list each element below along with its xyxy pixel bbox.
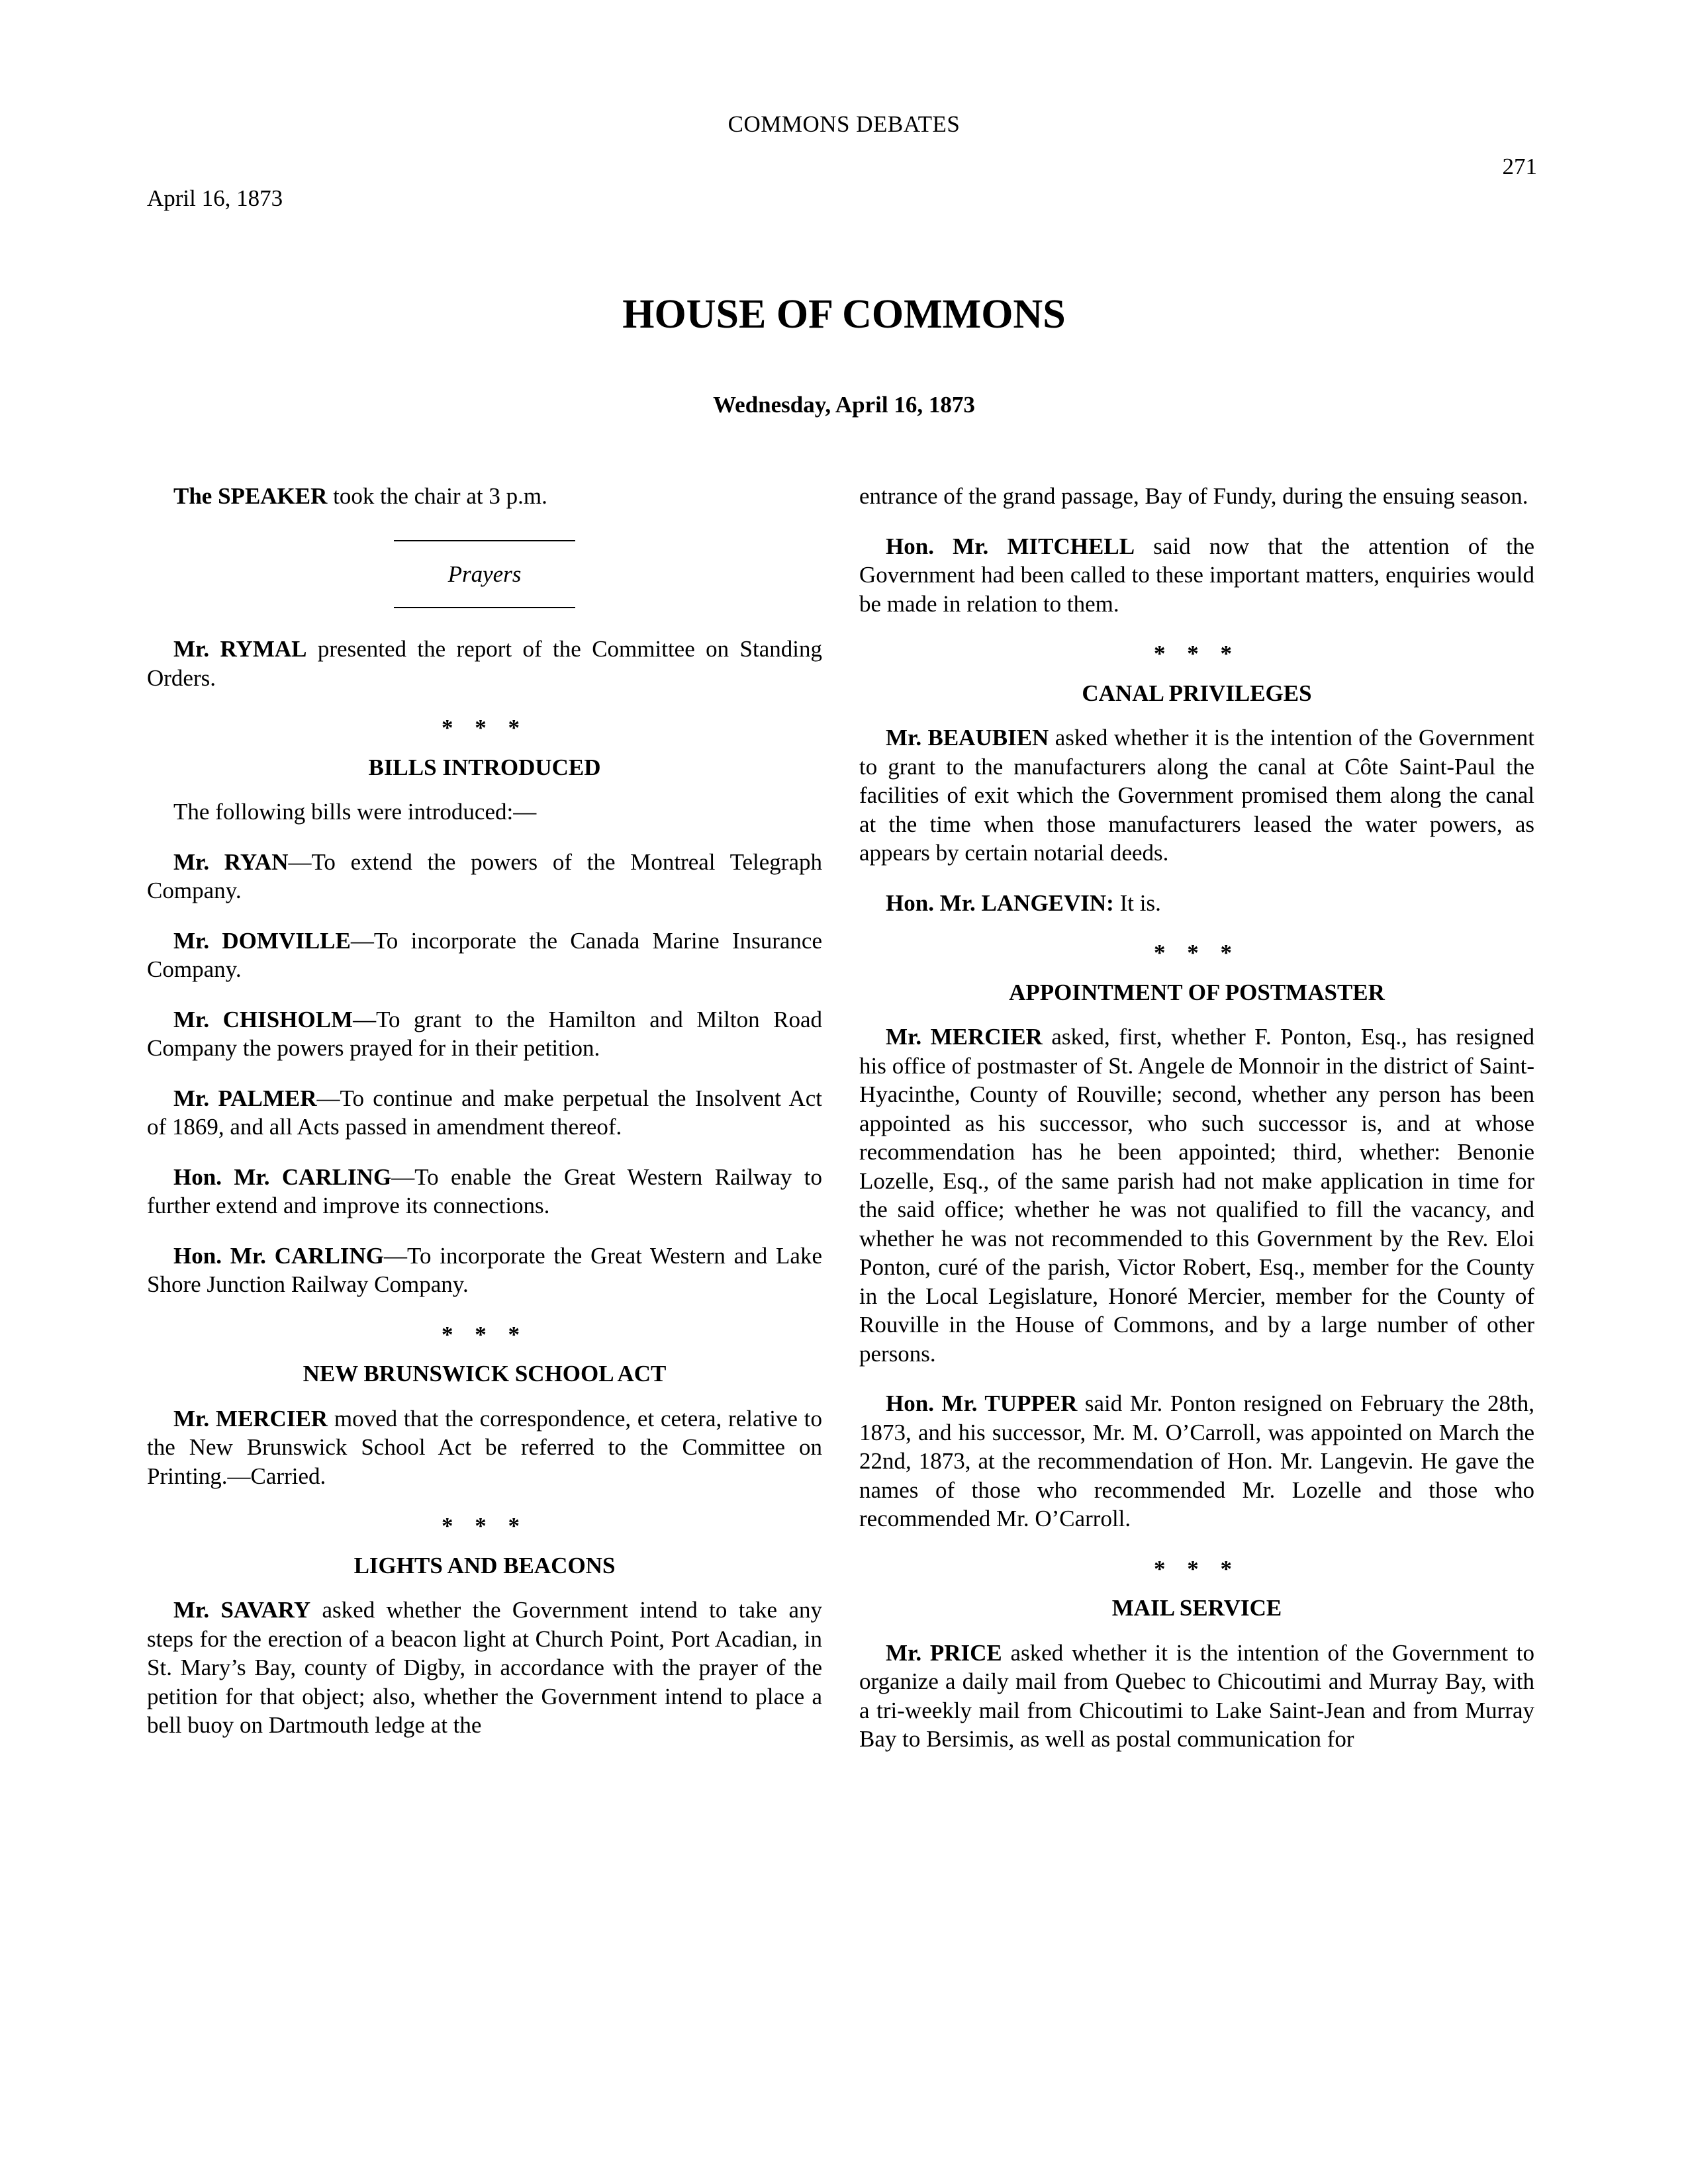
speaker-name: The SPEAKER bbox=[173, 483, 328, 509]
section-heading-canal: CANAL PRIVILEGES bbox=[1082, 680, 1312, 706]
speaker-name: Mr. SAVARY bbox=[173, 1597, 311, 1623]
speaker-name: Mr. PRICE bbox=[886, 1639, 1002, 1666]
section-separator: * * * bbox=[1154, 940, 1240, 966]
bill-text: —To incorporate the Great Western and Lake Shore Junction Railway Company. bbox=[147, 1242, 823, 1297]
speaker-text: took the chair at 3 p.m. bbox=[327, 483, 547, 509]
savary-paragraph bbox=[147, 1596, 822, 1740]
speaker-name: Hon. Mr. CARLING bbox=[173, 1242, 385, 1269]
rymal-paragraph bbox=[147, 635, 822, 692]
speaker-paragraph bbox=[147, 482, 822, 511]
speaker-name: Mr. MERCIER bbox=[173, 1405, 328, 1432]
speaker-name: Hon. Mr. MITCHELL bbox=[886, 533, 1135, 559]
bill-text: —To enable the Great Western Railway to further extend and improve its connections. bbox=[147, 1163, 822, 1218]
section-separator: * * * bbox=[442, 715, 528, 741]
paragraph-text: asked whether the Government intend to take any steps for the erection of a beacon light at Church Point, Port Acadian, in St. Mary’s Bay, county of Digby, in accordance with the prayer of the petition for that object; also, whether the Government intend to place a bell buoy on Dartmouth ledge at the bbox=[147, 1597, 822, 1738]
speaker-name: Mr. BEAUBIEN bbox=[886, 725, 1049, 751]
paragraph-text: presented the report of the Committee on Standing Orders. bbox=[147, 636, 822, 691]
paragraph-text: asked, first, whether F. Ponton, Esq., has resigned his office of postmaster of St. Angele de Monnoir in the district of Saint-Hyacinthe, County of Rouville; second, whether any person has been appointed as his successor, who such successor is, and at whose recommendation has he been appointed; third, whether: Benonie Lozelle, Esq., of the same parish had not make application in time for the said office; whether he was not qualified to fill the vacancy, and whether he was not recommended to this Government by the Rev. Eloi Ponton, curé of the parish, Victor Robert, Esq., member for the County in the Local Legislature, Honoré Mercier, member for the County of Rouville in the House of Commons, and by a large number of other persons. bbox=[859, 1024, 1535, 1367]
paragraph-text: moved that the correspondence, et cetera, relative to the New Brunswick School Act be referred to the Committee on Printing.—Carried. bbox=[147, 1405, 822, 1489]
right-column bbox=[859, 482, 1534, 1775]
bill-item bbox=[147, 1084, 822, 1142]
section-heading-lights: LIGHTS AND BEACONS bbox=[353, 1552, 616, 1578]
divider-rule bbox=[394, 540, 575, 541]
divider-rule bbox=[394, 607, 575, 608]
mitchell-paragraph bbox=[859, 532, 1534, 619]
section-separator: * * * bbox=[1154, 641, 1240, 666]
bill-text: —To continue and make perpetual the Insolvent Act of 1869, and all Acts passed in amendment thereof. bbox=[147, 1085, 822, 1140]
section-separator: * * * bbox=[1154, 1555, 1240, 1582]
paragraph-text: said Mr. Ponton resigned on February the 28th, 1873, and his successor, Mr. M. O’Carroll, was appointed on March the 22nd, 1873, at the recommendation of Hon. Mr. Langevin. He gave the names of those who recommended Mr. Lozelle and those who recommended Mr. O’Carroll. bbox=[859, 1390, 1534, 1531]
section-heading-bills: BILLS INTRODUCED bbox=[368, 754, 601, 780]
prayers-label: Prayers bbox=[447, 561, 522, 587]
mercier-motion-paragraph bbox=[147, 1404, 822, 1491]
bill-text: —To extend the powers of the Montreal Telegraph Company. bbox=[147, 848, 822, 903]
bill-item bbox=[147, 1163, 822, 1220]
speaker-name: Hon. Mr. CARLING bbox=[173, 1163, 392, 1190]
speaker-name: Hon. Mr. TUPPER bbox=[886, 1390, 1078, 1416]
bill-text: —To grant to the Hamilton and Milton Road Company the powers prayed for in their petition. bbox=[147, 1006, 823, 1061]
sitting-date: Wednesday, April 16, 1873 bbox=[713, 392, 975, 418]
speaker-name: Mr. PALMER bbox=[173, 1085, 317, 1111]
page-title: HOUSE OF COMMONS bbox=[622, 292, 1066, 337]
running-head: COMMONS DEBATES bbox=[727, 111, 961, 137]
section-heading-mail: MAIL SERVICE bbox=[1111, 1595, 1282, 1621]
bill-text: —To incorporate the Canada Marine Insurance Company. bbox=[147, 927, 822, 982]
speaker-name: Hon. Mr. LANGEVIN: bbox=[886, 889, 1114, 916]
section-heading-postmaster: APPOINTMENT OF POSTMASTER bbox=[1009, 979, 1385, 1005]
bills-intro: The following bills were introduced:— bbox=[173, 799, 537, 825]
left-column bbox=[147, 482, 822, 1761]
page-number: 271 bbox=[1502, 154, 1537, 179]
tupper-paragraph bbox=[859, 1389, 1534, 1533]
bill-item bbox=[147, 1005, 822, 1063]
section-separator: * * * bbox=[442, 1513, 528, 1539]
speaker-name: Mr. RYAN bbox=[173, 848, 289, 875]
beaubien-paragraph bbox=[859, 723, 1534, 868]
langevin-paragraph bbox=[859, 889, 1534, 918]
page-date: April 16, 1873 bbox=[147, 185, 283, 211]
bill-item bbox=[147, 848, 822, 905]
price-paragraph bbox=[859, 1639, 1534, 1754]
speaker-name: Mr. CHISHOLM bbox=[173, 1006, 353, 1032]
paragraph-text: asked whether it is the intention of the Government to organize a daily mail from Quebec to Chicoutimi and Murray Bay, with a tri-weekly mail from Chicoutimi to Lake Saint-Jean and from Murray Bay to Bersimis, as well as postal communication for bbox=[859, 1639, 1534, 1752]
savary-continuation: entrance of the grand passage, Bay of Fundy, during the ensuing season. bbox=[859, 483, 1528, 509]
paragraph-text: asked whether it is the intention of the Government to grant to the manufacturers along the canal at Côte Saint-Paul the facilities of exit which the Government promised them along the canal at the time when those manufacturers leased the water powers, as appears by certain notarial deeds. bbox=[859, 725, 1535, 866]
speaker-name: Mr. DOMVILLE bbox=[173, 927, 351, 954]
paragraph-text: said now that the attention of the Government had been called to these important matters, enquiries would be made in relation to them. bbox=[859, 533, 1534, 617]
section-heading-nb-school-act: NEW BRUNSWICK SCHOOL ACT bbox=[303, 1361, 667, 1387]
speaker-name: Mr. MERCIER bbox=[886, 1024, 1043, 1050]
speaker-name: Mr. RYMAL bbox=[173, 636, 307, 662]
mercier-question-paragraph bbox=[859, 1023, 1534, 1368]
paragraph-text: It is. bbox=[1113, 889, 1161, 916]
section-separator: * * * bbox=[442, 1321, 528, 1347]
bill-item bbox=[147, 1242, 822, 1299]
bill-item bbox=[147, 927, 822, 984]
